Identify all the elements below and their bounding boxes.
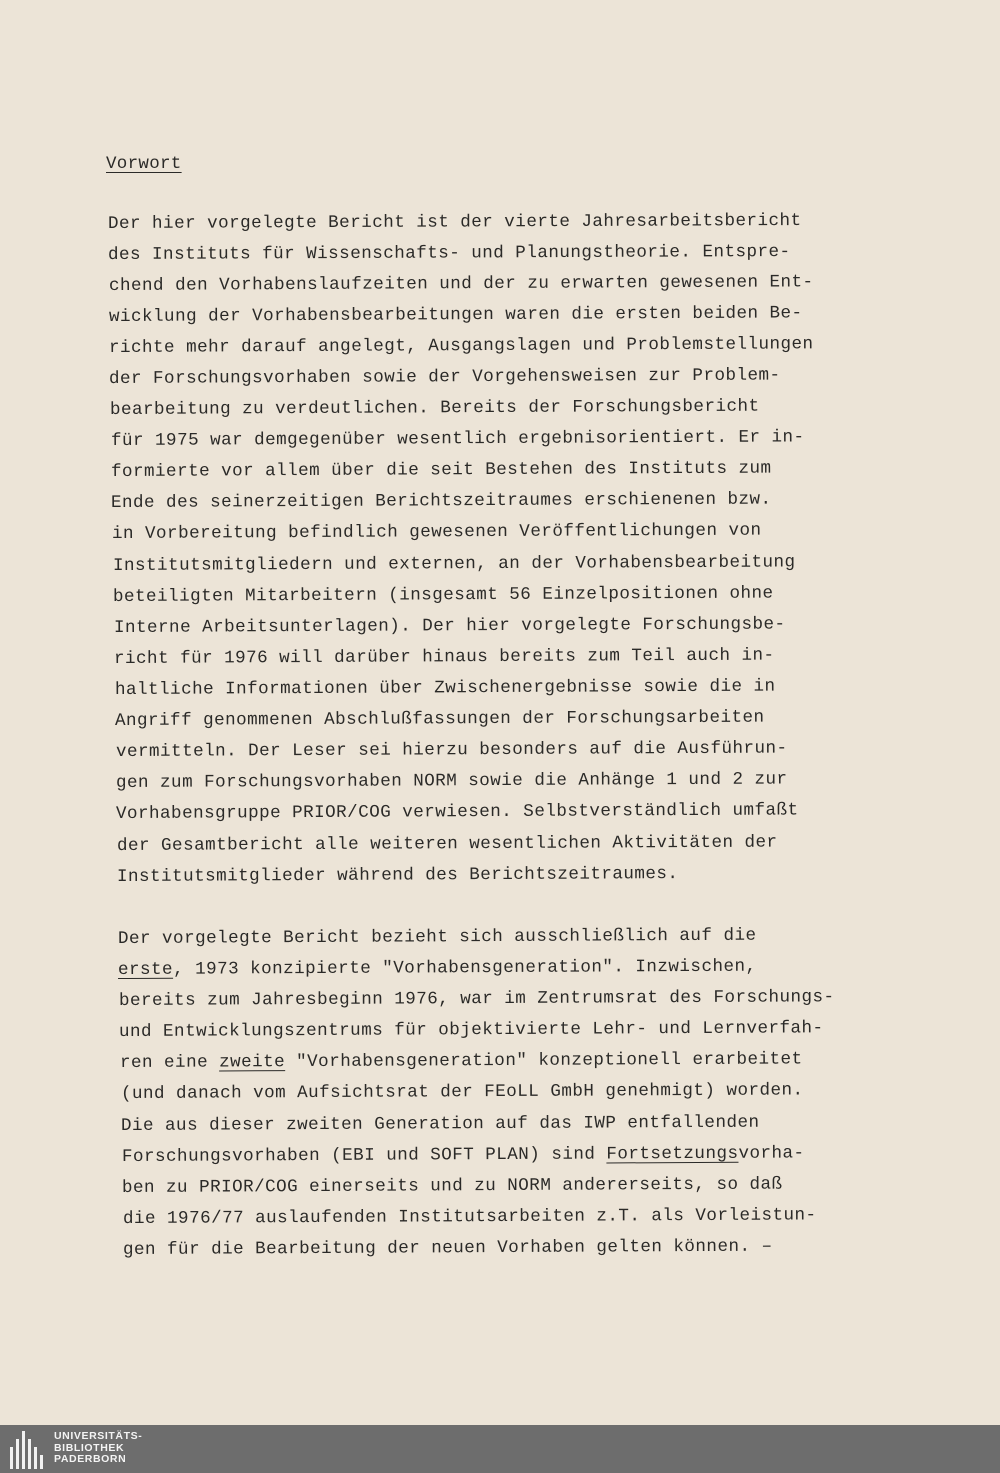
paragraph-line <box>120 1048 803 1074</box>
paragraph-line: Interne Arbeitsunterlagen). Der hier vorgelegte Forschungsbe- <box>113 614 786 638</box>
library-logo-text <box>54 1431 142 1466</box>
logo-line: UNIVERSITÄTS- <box>54 1430 143 1442</box>
line-text: (und danach vom Aufsichtsrat der FEoLL GmbH genehmigt) worden. <box>120 1080 804 1104</box>
paragraph-line: gen zum Forschungsvorhaben NORM sowie die Anhänge 1 und 2 zur <box>115 769 788 793</box>
paragraph-line: beteiligten Mitarbeitern (insgesamt 56 Einzelpositionen ohne <box>112 583 774 607</box>
paragraph-line: Ende des seinerzeitigen Berichtszeitraumes erschienenen bzw. <box>110 489 772 513</box>
line-text: bereits zum Jahresbeginn 1976, war im Zentrumsrat des Forschungs- <box>118 987 835 1011</box>
line-text: Forschungsvorhaben (EBI und SOFT PLAN) sind <box>121 1144 607 1167</box>
paragraph-line: richt für 1976 will darüber hinaus bereits zum Teil auch in- <box>113 645 775 669</box>
underlined-word: erste <box>117 959 174 980</box>
paragraph-line <box>122 1142 805 1168</box>
paragraph-line: Vorhabensgruppe PRIOR/COG verwiesen. Selbstverständlich umfaßt <box>115 800 799 824</box>
paragraph-line: in Vorbereitung befindlich gewesenen Veröffentlichungen von <box>111 520 762 544</box>
paragraph-line <box>123 1236 773 1261</box>
paragraph-line: der Forschungsvorhaben sowie der Vorgehensweisen zur Problem- <box>108 365 781 389</box>
paragraph-line: formierte vor allem über die seit Bestehen des Instituts zum <box>110 458 772 482</box>
library-footer <box>0 1425 1000 1473</box>
paragraph-line <box>118 925 757 950</box>
line-text: vorha- <box>738 1143 805 1164</box>
paragraph-line: vermitteln. Der Leser sei hierzu besonders auf die Ausführun- <box>115 738 788 762</box>
line-text: Der vorgelegte Bericht bezieht sich ausschließlich auf die <box>117 925 757 949</box>
paragraph-line: der Gesamtbericht alle weiteren wesentlichen Aktivitäten der <box>116 832 778 856</box>
paragraph-line: für 1975 war demgegenüber wesentlich ergebnisorientiert. Er in- <box>110 427 805 451</box>
line-text: die 1976/77 auslaufenden Institutsarbeiten z.T. als Vorleistun- <box>122 1205 817 1229</box>
line-text: ren eine <box>119 1052 220 1073</box>
paragraph-line: richte mehr darauf angelegt, Ausgangslagen und Problemstellungen <box>108 334 814 358</box>
paragraph-line: wicklung der Vorhabensbearbeitungen waren die ersten beiden Be- <box>108 303 803 327</box>
paragraph-line <box>119 1017 824 1043</box>
line-text: gen für die Bearbeitung der neuen Vorhaben gelten können. – <box>122 1236 773 1260</box>
line-text: "Vorhabensgeneration" konzeptionell erarbeitet <box>285 1049 803 1073</box>
paragraph-line: bearbeitung zu verdeutlichen. Bereits der Forschungsbericht <box>109 396 760 420</box>
paragraph-line <box>118 956 757 981</box>
logo-line: BIBLIOTHEK <box>54 1441 125 1454</box>
paragraph-line: Institutsmitglieder während des Berichtszeitraumes. <box>116 864 679 887</box>
paragraph-line: Institutsmitgliedern und externen, an der Vorhabensbearbeitung <box>112 552 796 576</box>
paragraph-line: chend den Vorhabenslaufzeiten und der zu erwarten gewesenen Ent- <box>108 272 814 296</box>
underlined-word: zweite <box>219 1052 286 1073</box>
library-logo-icon <box>8 1429 48 1469</box>
paragraph-line <box>121 1079 804 1105</box>
paragraph-line: haltliche Informationen über Zwischenergebnisse sowie die in <box>114 676 776 700</box>
paragraph-line: Der hier vorgelegte Bericht ist der vierte Jahresarbeitsbericht <box>107 210 802 234</box>
paragraph-line <box>122 1174 783 1199</box>
line-text: Die aus dieser zweiten Generation auf das IWP entfallenden <box>120 1112 760 1136</box>
paragraph-line: des Instituts für Wissenschafts- und Planungstheorie. Entspre- <box>107 242 791 265</box>
page-title: Vorwort <box>106 154 182 174</box>
line-text: , 1973 konzipierte "Vorhabensgeneration". Inzwischen, <box>172 956 757 980</box>
line-text: und Entwicklungszentrums für objektivierte Lehr- und Lernverfah- <box>118 1018 824 1042</box>
paragraph-line <box>121 1112 760 1137</box>
paragraph-line: Angriff genommenen Abschlußfassungen der Forschungsarbeiten <box>114 707 765 731</box>
logo-line: PADERBORN <box>54 1453 127 1465</box>
line-text: ben zu PRIOR/COG einerseits und zu NORM andererseits, so daß <box>121 1174 783 1198</box>
underlined-word: Fortsetzungs <box>606 1143 739 1165</box>
paragraph-line <box>119 986 835 1012</box>
paragraph-line <box>123 1204 817 1230</box>
